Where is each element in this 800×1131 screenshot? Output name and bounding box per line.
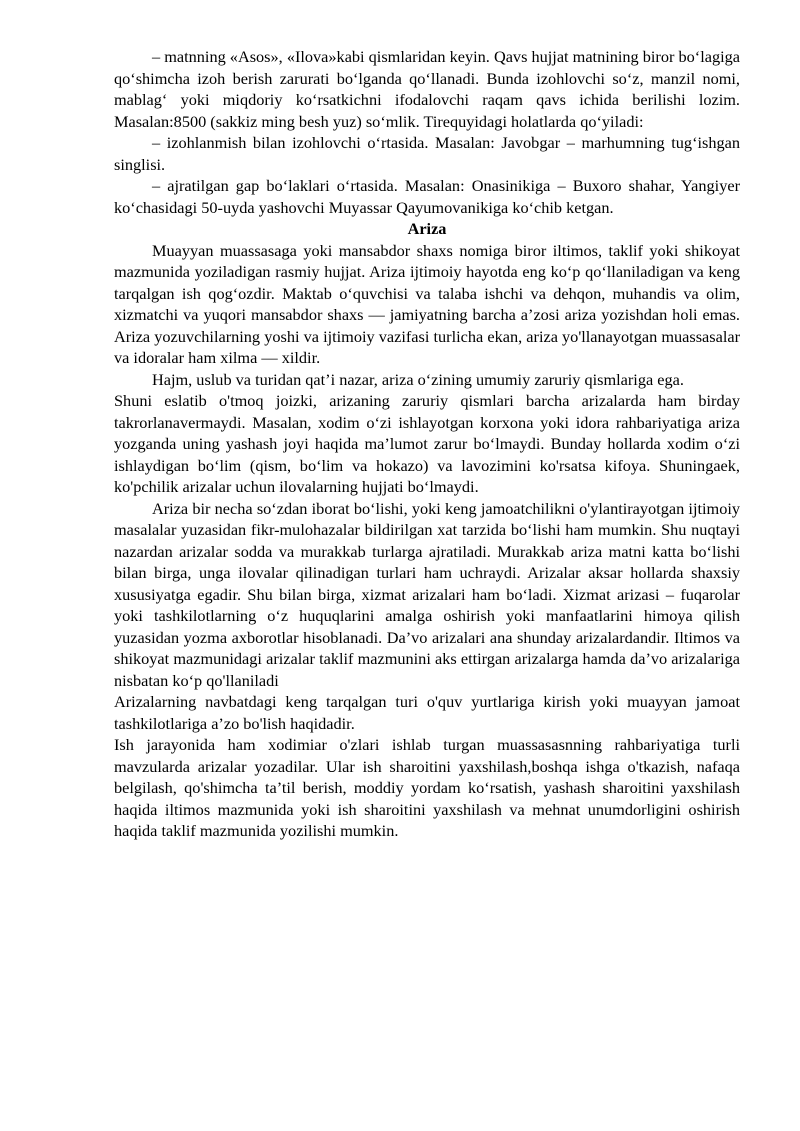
paragraph-asos-ilova: – matnning «Asos», «Ilova»kabi qismlaridan keyin. Qavs hujjat matnining biror bo‘lagiga qo‘shimcha izoh berish zarurati bo‘lganda qo‘llanadi. Bunda izohlovchi so‘z, manzil nomi, mablag‘ yoki miqdoriy ko‘rsatkichni ifodalovchi raqam qavs ichida berilishi lozim. Masalan:8500 (sakkiz ming besh yuz) so‘mlik. Tirequyidagi holatlarda qo‘yiladi: (114, 47, 740, 131)
section-title: Ariza (407, 219, 447, 238)
paragraph-volume-style: Hajm, uslub va turidan qat’i nazar, ariza o‘zining umumiy zaruriy qismlariga ega. (152, 369, 684, 389)
paragraph-workplace: Ish jarayonida ham xodimiar o'zlari ishlab turgan muassasasnning rahbariyatiga turli mavzularda arizalar yozadilar. Ular ish sharoitini yaxshilash,boshqa ishga o'tkazish, nafaqa belgilash, qo'shimcha ta’til berish, moddiy yordam ko‘rsatish, yashash sharoitini yaxshilash haqida iltimos mazmunida yoki ish sharoitini yaxshilash va mehnat unumdorligini oshirish haqida taklif mazmunida yozilishi mumkin. (114, 735, 740, 840)
document-page (114, 46, 740, 842)
paragraph-izohlanmish: – izohlanmish bilan izohlovchi o‘rtasida. Masalan: Javobgar – marhumning tug‘ishgan singlisi. (114, 133, 740, 174)
paragraph-ajratilgan: – ajratilgan gap bo‘laklari o‘rtasida. Masalan: Onasinikiga – Buxoro shahar, Yangiyer ko‘chasidagi 50-uyda yashovchi Muyassar Qayumovanikiga ko‘chib ketgan. (114, 176, 740, 217)
paragraph-admission: Arizalarning navbatdagi keng tarqalgan turi o'quv yurtlariga kirish yoki muayyan jamoat tashkilotlariga a’zo bo'lish haqidadir. (114, 692, 740, 733)
paragraph-required-parts: Shuni eslatib o'tmoq joizki, arizaning zaruriy qismlari barcha arizalarda ham birday takrorlanavermaydi. Masalan, xodim o‘zi ishlayotgan korxona yoki idora rahbariyatiga ariza yozganda uning yashash joyi haqida ma’lumot zarur bo‘lmaydi. Bunday hollarda xodim o‘zi ishlaydigan bo‘lim (qism, bo‘lim va hokazo) va lavozimini ko'rsatsa kifoya. Shuningaek, ko'pchilik arizalar uchun ilovalarning hujjati bo‘lmaydi. (114, 391, 740, 496)
paragraph-definition: Muayyan muassasaga yoki mansabdor shaxs nomiga biror iltimos, taklif yoki shikoyat mazmunida yoziladigan rasmiy hujjat. Ariza ijtimoiy hayotda eng ko‘p qo‘llaniladigan va keng tarqalgan ish qog‘ozdir. Maktab o‘quvchisi va talaba ishchi va dehqon, muhandis va olim, xizmatchi va yuqori mansabdor shaxs — jamiyatning barcha a’zosi ariza yozishdan holi emas. Ariza yozuvchilarning yoshi va ijtimoiy vazifasi turlicha ekan, ariza yo'llanayotgan muassasalar va idoralar ham xilma — xildir. (114, 240, 740, 367)
paragraph-types: Ariza bir necha so‘zdan iborat bo‘lishi, yoki keng jamoatchilikni o'ylantirayotgan ijtimoiy masalalar yuzasidan fikr-mulohazalar bildirilgan xat tarzida bo‘lishi ham mumkin. Shu nuqtayi nazardan arizalar sodda va murakkab turlarga ajratiladi. Murakkab ariza matni katta bo‘lishi bilan birga, unga ilovalar qilinadigan turlari ham uchraydi. Arizalar aksar hollarda shaxsiy xususiyatga egadir. Shu bilan birga, xizmat arizalari ham bo‘ladi. Xizmat arizasi – fuqarolar yoki tashkilotlarning o‘z huquqlarini amalga oshirish yoki manfaatlarini himoya qilish yuzasidan yozma axborotlar hisoblanadi. Da’vo arizalari ana shunday arizalardandir. Iltimos va shikoyat mazmunidagi arizalar taklif mazmunini aks ettirgan arizalarga hamda da’vo arizalariga nisbatan ko‘p qo'llaniladi (114, 498, 740, 690)
